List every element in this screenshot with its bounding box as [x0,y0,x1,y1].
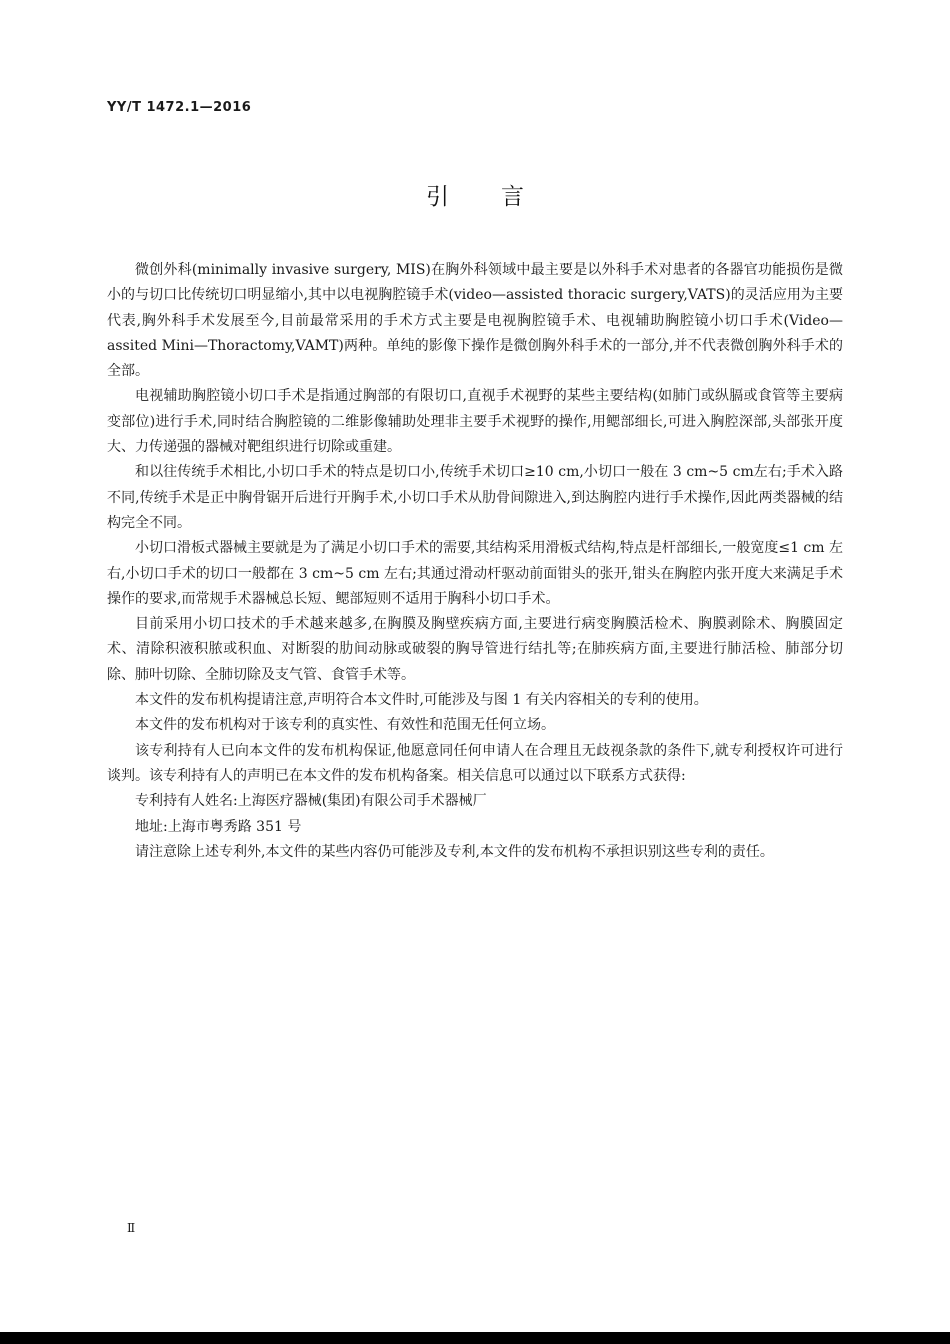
paragraph: 请注意除上述专利外,本文件的某些内容仍可能涉及专利,本文件的发布机构不承担识别这些专利的责任。 [135,843,774,860]
page-number: Ⅱ [127,1221,136,1235]
paragraph: 和以往传统手术相比,小切口手术的特点是切口小,传统手术切口≥10 cm,小切口一般在 3 cm~5 cm左右;手术入路不同,传统手术是正中胸骨锯开后进行开胸手术,小切口手术从肋骨间隙进入,到达胸腔内进行手术操作,因此两类器械的结构完全不同。 [107,464,843,531]
bottom-border [0,1332,950,1344]
paragraph: 微创外科(minimally invasive surgery, MIS)在胸外科领域中最主要是以外科手术对患者的各器官功能损伤是微小的与切口比传统切口明显缩小,其中以电视胸腔镜手术(video—assisted thoracic surgery,VATS)的灵活应用为主要代表,胸外科手术发展至今,目前最常采用的手术方式主要是电视胸腔镜手术、电视辅助胸腔镜小切口手术(Video—assited Mini—Thoractomy,VAMT)两种。单纯的影像下操作是微创胸外科手术的一部分,并不代表微创胸外科手术的全部。 [107,262,843,380]
standard-code: YY/T 1472.1—2016 [107,100,252,115]
paragraph: 本文件的发布机构提请注意,声明符合本文件时,可能涉及与图 1 有关内容相关的专利的使用。 [135,692,708,709]
document-body [107,258,843,865]
page-title: 引言 [426,184,576,210]
paragraph: 目前采用小切口技术的手术越来越多,在胸膜及胸壁疾病方面,主要进行病变胸膜活检术、胸膜剥除术、胸膜固定术、清除积液积脓或积血、对断裂的肋间动脉或破裂的胸导管进行结扎等;在肺疾病方面,主要进行肺活检、肺部分切除、肺叶切除、全肺切除及支气管、食管手术等。 [107,616,843,683]
paragraph: 小切口滑板式器械主要就是为了满足小切口手术的需要,其结构采用滑板式结构,特点是杆部细长,一般宽度≤1 cm 左右,小切口手术的切口一般都在 3 cm~5 cm 左右;其通过滑动杆驱动前面钳头的张开,钳头在胸腔内张开度大来满足手术操作的要求,而常规手术器械总长短、鳃部短则不适用于胸科小切口手术。 [107,540,844,607]
paragraph: 地址:上海市粤秀路 351 号 [135,818,302,835]
paragraph: 本文件的发布机构对于该专利的真实性、有效性和范围无任何立场。 [135,717,555,734]
paragraph: 专利持有人姓名:上海医疗器械(集团)有限公司手术器械厂 [135,793,487,810]
paragraph: 该专利持有人已向本文件的发布机构保证,他愿意同任何申请人在合理且无歧视条款的条件下,就专利授权许可进行谈判。该专利持有人的声明已在本文件的发布机构备案。相关信息可以通过以下联系方式获得: [107,742,843,784]
paragraph: 电视辅助胸腔镜小切口手术是指通过胸部的有限切口,直视手术视野的某些主要结构(如肺门或纵膈或食管等主要病变部位)进行手术,同时结合胸腔镜的二维影像辅助处理非主要手术视野的操作,用鳃部细长,可进入胸腔深部,头部张开度大、力传递强的器械对靶组织进行切除或重建。 [107,388,843,456]
